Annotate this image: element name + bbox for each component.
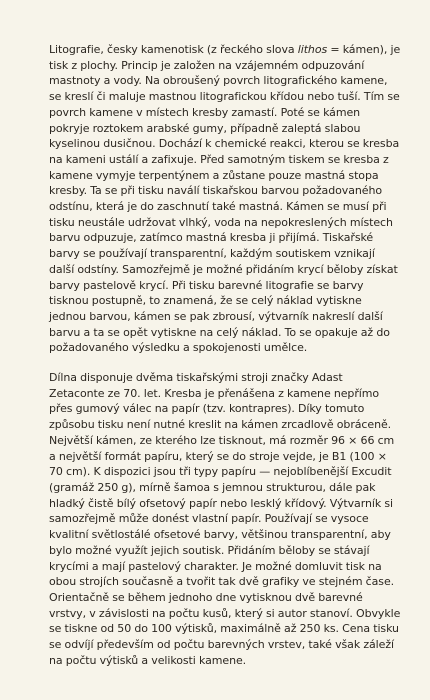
- paragraph-text: Litografie, česky kamenotisk (z řeckého slova: [49, 43, 298, 56]
- paragraph-workshop: Dílna disponuje dvěma tiskařskými stroji značky Adast Zetaconte ze 70. let. Kresba je přenášena z kamene nepřímo přes gumový válec na papír (tzv. kontrapres). Díky tomuto způsobu tisku není nutné kreslit na kámen zrcadlově obráceně. Největší kámen, ze kterého lze tisknout, má rozměr 96 × 66 cm a největší formát papíru, který se do stroje vejde, je B1 (100 × 70 cm). K dispozici jsou tři typy papíru — nejoblíbenější Excudit (gramáž 250 g), mírně šamoa s jemnou strukturou, dále pak hladký čistě bílý ofsetový papír nebo lesklý křídový. Výtvarník si samozřejmě může donést vlastní papír. Používají se vysoce kvalitní světlostálé ofsetové barvy, většinou transparentní, aby bylo možné využít jejich soutisk. Přidáním běloby se stávají krycími a mají pastelový charakter. Je možné domluvit tisk na obou strojích současně a tvořit tak dvě grafiky ve stejném čase. Orientačně se během jednoho dne vytisknou dvě barevné vrstvy, v závislosti na počtu kusů, který si autor stanoví. Obvykle se tiskne od 50 do 100 výtisků, maximálně až 250 ks. Cena tisku se odvíjí především od počtu barevných vrstev, také však záleží na počtu výtisků a velikosti kamene.: [49, 371, 401, 667]
- article-body: [49, 42, 401, 668]
- term-lithos: lithos: [297, 43, 328, 56]
- paragraph-text: = kámen), je tisk z plochy. Princip je založen na vzájemném odpuzování mastnoty a vody. Na obroušený povrch litografického kamene, se kreslí či maluje mastnou litografickou křídou nebo tuší. Tím se povrch kamene v místech kresby zamastí. Poté se kámen pokryje roztokem arabské gumy, případně zaleptá slabou kyselinou dusičnou. Dochází k chemické reakci, kterou se kresba na kameni ustálí a zafixuje. Před samotným tiskem se kresba z kamene vymyje terpentýnem a zůstane pouze mastná stopa kresby. Ta se při tisku naválí tiskařskou barvou požadovaného odstínu, která je do zaschnutí také mastná. Kámen se musí při tisku neustále udržovat vlhký, voda na nepokreslených místech barvu odpuzuje, zatímco mastná kresba ji přijímá. Tiskařské barvy se používají transparentní, každým soutiskem vznikají další odstíny. Samozřejmě je možné přidáním krycí běloby získat barvy pastelově krycí. Při tisku barevné litografie se barvy tisknou postupně, to znamená, že se celý náklad vytiskne jednou barvou, kámen se pak zbrousí, výtvarník nakreslí další barvu a ta se opět vytiskne na celý náklad. To se opakuje až do požadovaného výsledku a spokojenosti umělce.: [49, 43, 401, 355]
- paragraph-lithography-intro: [49, 42, 401, 356]
